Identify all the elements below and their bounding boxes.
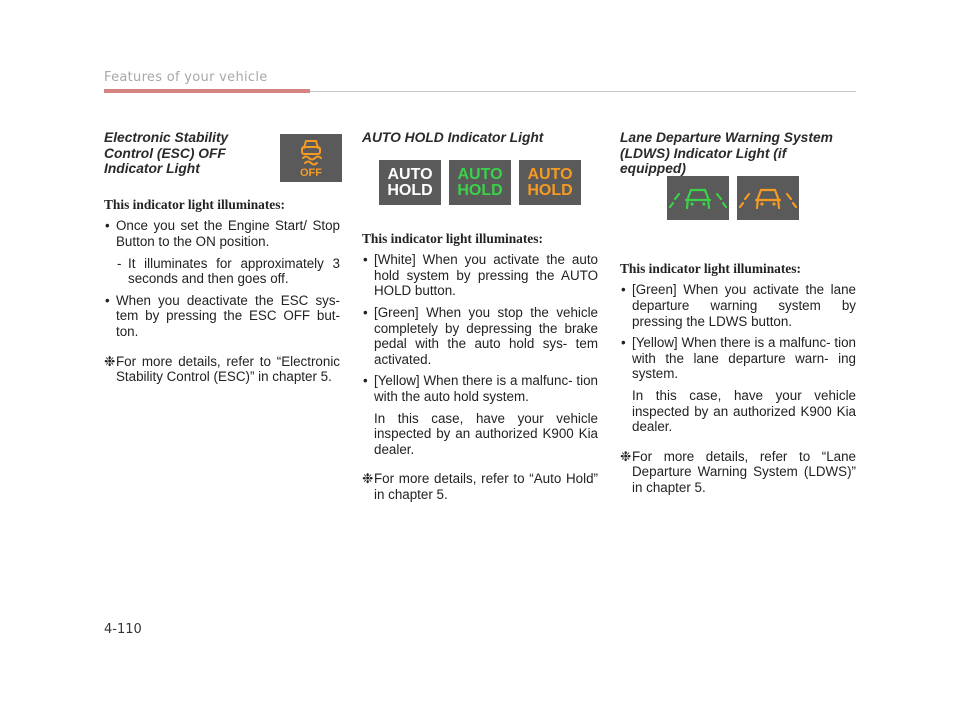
esc-bullet-1: • Once you set the Engine Start/ Stop Button to the ON position. [104,218,340,249]
header-title: Features of your vehicle [104,70,268,85]
note-mark-icon: ❉ [104,353,116,369]
ldws-note-text: For more details, refer to “Lane Departure Warning System (LDWS)” in chapter 5. [632,448,856,495]
page-number: 4-110 [104,622,142,637]
esc-heading-line: Indicator Light [104,161,200,177]
auto-hold-note [362,471,598,502]
ldws-subheading: This indicator light illuminates: [620,260,801,276]
header-rule [310,91,856,92]
ldws-bullet-1: • [Green] When you activate the lane departure warning system by pressing the LDWS button. [620,282,856,329]
esc-note-text: For more details, refer to “Electronic Stability Control (ESC)” in chapter 5. [116,353,340,385]
esc-section [104,130,340,385]
ldws-note [620,449,856,496]
ldws-section [620,130,856,496]
note-mark-icon: ❉ [362,471,374,487]
esc-off-label: OFF [300,167,322,179]
auto-hold-bullet-2: • [Green] When you stop the vehicle completely by depressing the brake pedal with the auto hold sys- tem activated. [362,305,598,367]
auto-hold-label-line1: AUTO [527,165,573,183]
esc-subheading: This indicator light illuminates: [104,196,285,212]
esc-note [104,354,340,385]
auto-hold-label-line2: HOLD [387,181,433,199]
ldws-heading-line: (LDWS) Indicator Light (if equipped) [620,145,787,177]
esc-heading-line: Electronic Stability [104,130,229,145]
ldws-paragraph: In this case, have your vehicle inspected by an authorized K900 Kia dealer. [632,387,856,435]
ldws-heading [620,130,856,177]
note-mark-icon: ❉ [620,448,632,464]
header-accent-rule [104,89,310,93]
auto-hold-label-line2: HOLD [527,181,573,199]
esc-bullet-2: • When you deactivate the ESC sys- tem by pressing the ESC OFF but- ton. [104,293,340,340]
auto-hold-heading: AUTO HOLD Indicator Light [362,130,544,145]
ldws-bullet-2: • [Yellow] When there is a malfunc- tion with the lane departure warn- ing system. [620,335,856,382]
auto-hold-bullet-1: • [White] When you activate the auto hold system by pressing the AUTO HOLD button. [362,252,598,299]
auto-hold-note-text: For more details, refer to “Auto Hold” in chapter 5. [374,471,598,502]
ldws-heading-line: Lane Departure Warning System [620,130,833,145]
esc-dash-1: - It illuminates for approximately 3 seconds and then goes off. [104,256,340,287]
auto-hold-subheading: This indicator light illuminates: [362,230,543,246]
auto-hold-label-line1: AUTO [387,165,433,183]
auto-hold-label-line1: AUTO [457,165,503,183]
auto-hold-paragraph: In this case, have your vehicle inspected by an authorized K900 Kia dealer. [374,410,598,457]
auto-hold-bullet-3: • [Yellow] When there is a malfunc- tion with the auto hold system. [362,373,598,404]
esc-heading [104,130,340,177]
auto-hold-label-line2: HOLD [457,181,503,199]
esc-heading-line: Control (ESC) OFF [104,145,226,161]
auto-hold-section [362,130,598,503]
